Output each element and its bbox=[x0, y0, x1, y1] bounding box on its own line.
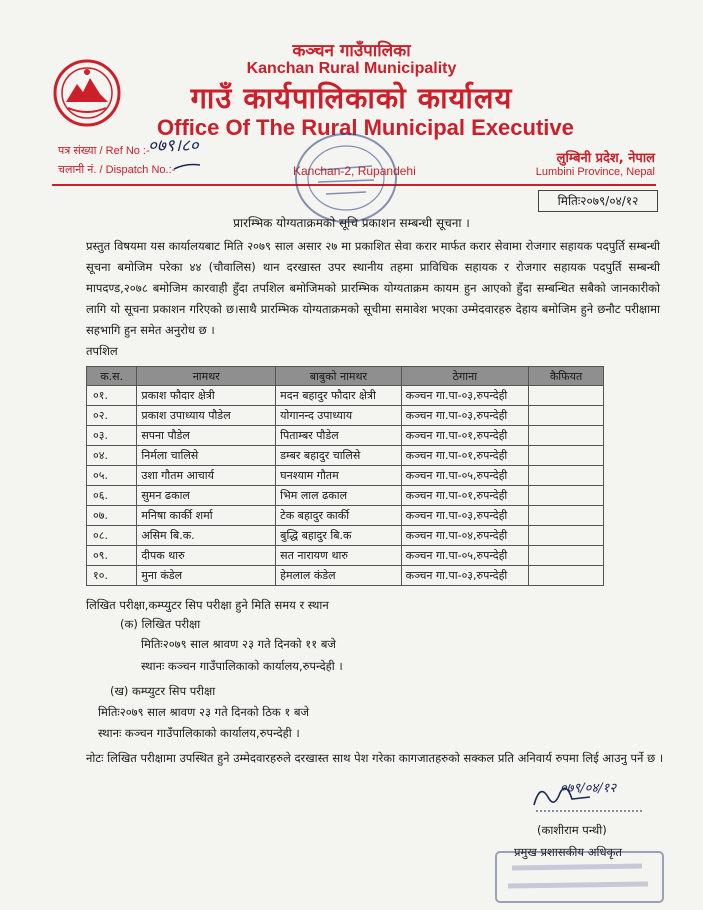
cell-sn: ०१. bbox=[87, 386, 137, 406]
cell-father-name: टेक बहादुर कार्की bbox=[276, 506, 401, 526]
cell-address: कञ्चन गा.पा-०३,रुपन्देही bbox=[401, 406, 529, 426]
cell-name: सपना पौडेल bbox=[137, 426, 276, 446]
col-header-sn: क.स. bbox=[87, 367, 137, 386]
table-row bbox=[87, 466, 604, 486]
cell-address: कञ्चन गा.पा-०५,रुपन्देही bbox=[401, 466, 529, 486]
province-np: लुम्बिनी प्रदेश, नेपाल bbox=[556, 151, 655, 166]
cell-address: कञ्चन गा.पा-०३,रुपन्देही bbox=[401, 506, 529, 526]
cell-address: कञ्चन गा.पा-०१,रुपन्देही bbox=[401, 426, 529, 446]
table-row bbox=[87, 526, 604, 546]
cell-address: कञ्चन गा.पा-०१,रुपन्देही bbox=[401, 446, 529, 466]
cell-father-name: योगानन्द उपाध्याय bbox=[276, 406, 401, 426]
cell-name: असिम बि.क. bbox=[137, 526, 276, 546]
details-label: तपशिल bbox=[86, 344, 118, 358]
table-row bbox=[87, 506, 604, 526]
written-exam-place: स्थानः कञ्चन गाउँपालिकाको कार्यालय,रुपन्देही । bbox=[141, 659, 343, 673]
municipality-name-np: कञ्चन गाउँपालिका bbox=[292, 41, 411, 61]
computer-exam-time: मितिः२०७९ साल श्रावण २३ गते दिनको ठिक १ बजे bbox=[98, 705, 310, 719]
cell-address: कञ्चन गा.पा-०३,रुपन्देही bbox=[401, 566, 529, 586]
cell-name: प्रकाश उपाध्याय पौडेल bbox=[137, 406, 276, 426]
province-en: Lumbini Province, Nepal bbox=[535, 166, 655, 178]
office-address: Kanchan-2, Rupandehi bbox=[293, 164, 416, 178]
cell-remarks bbox=[529, 486, 604, 506]
cell-remarks bbox=[529, 466, 604, 486]
computer-exam-place: स्थानः कञ्चन गाउँपालिकाको कार्यालय,रुपन्देही । bbox=[98, 726, 300, 740]
dispatch-label: चलानी नं. / Dispatch No.:- bbox=[58, 164, 176, 176]
officer-name-stamp bbox=[492, 848, 667, 906]
cell-remarks bbox=[529, 566, 604, 586]
ref-value-handwritten: ०७९।८० bbox=[148, 136, 199, 156]
cell-remarks bbox=[529, 506, 604, 526]
table-row bbox=[87, 426, 604, 446]
cell-sn: १०. bbox=[87, 566, 137, 586]
cell-name: प्रकाश फौदार क्षेत्री bbox=[137, 386, 276, 406]
cell-father-name: सत नारायण थारु bbox=[276, 546, 401, 566]
cell-name: निर्मला चालिसे bbox=[137, 446, 276, 466]
col-header-name: नामथर bbox=[137, 367, 276, 386]
table-row bbox=[87, 486, 604, 506]
cell-remarks bbox=[529, 446, 604, 466]
signer-name: (काशीराम पन्थी) bbox=[537, 823, 607, 837]
cell-remarks bbox=[529, 406, 604, 426]
cell-sn: ०५. bbox=[87, 466, 137, 486]
cell-sn: ०४. bbox=[87, 446, 137, 466]
signature-date: ०७९/०४/१२ bbox=[560, 781, 617, 796]
notice-subject: प्रारम्भिक योग्यताक्रमको सूचि प्रकाशन सम्बन्धी सूचना । bbox=[233, 216, 470, 230]
cell-sn: ०२. bbox=[87, 406, 137, 426]
dispatch-pen-mark bbox=[172, 161, 202, 171]
col-header-father-name: बाबुको नामथर bbox=[276, 367, 401, 386]
cell-remarks bbox=[529, 386, 604, 406]
written-exam-time: मितिः२०७९ साल श्रावण २३ गते दिनको ११ बजे bbox=[141, 637, 336, 651]
office-name-np: गाउँ कार्यपालिकाको कार्यालय bbox=[190, 81, 513, 115]
cell-sn: ०६. bbox=[87, 486, 137, 506]
table-row bbox=[87, 406, 604, 426]
cell-remarks bbox=[529, 546, 604, 566]
signer-title: प्रमुख प्रशासकीय अधिकृत bbox=[514, 845, 622, 859]
cell-sn: ०३. bbox=[87, 426, 137, 446]
cell-name: मुना कंडेल bbox=[137, 566, 276, 586]
cell-sn: ०८. bbox=[87, 526, 137, 546]
cell-sn: ०९. bbox=[87, 546, 137, 566]
cell-father-name: डम्बर बहादुर चालिसे bbox=[276, 446, 401, 466]
cell-address: कञ्चन गा.पा-०३,रुपन्देही bbox=[401, 386, 529, 406]
table-row bbox=[87, 546, 604, 566]
col-header-address: ठेगाना bbox=[401, 367, 529, 386]
col-header-remarks: कैफियत bbox=[529, 367, 604, 386]
written-exam-heading: (क) लिखित परीक्षा bbox=[120, 617, 201, 631]
cell-father-name: घनश्याम गौतम bbox=[276, 466, 401, 486]
document-date: मितिः२०७९/०४/१२ bbox=[538, 190, 658, 212]
cell-address: कञ्चन गा.पा-०४,रुपन्देही bbox=[401, 526, 529, 546]
cell-name: मनिषा कार्की शर्मा bbox=[137, 506, 276, 526]
municipality-name-en: Kanchan Rural Municipality bbox=[246, 60, 457, 77]
cell-father-name: हेमलाल कंडेल bbox=[276, 566, 401, 586]
notice-body: प्रस्तुत विषयमा यस कार्यालयबाट मिति २०७९ साल असार २७ मा प्रकाशित सेवा करार मार्फत करार सेवामा रोजगार सहायक पदपुर्ति सम्बन्धी सूचना बमोजिम परेका ४४ (चौवालिस) थान दरखास्त उपर स्थानीय तहमा प्राविधिक सहायक र रोजगार सहायक पदपुर्ति सम्बन्धी मापदण्ड,२०७८ बमोजिम कारवाही हुँदा तपशिल बमोजिमको प्रारम्भिक योग्यताक्रम कायम हुन आएको हुँदा सम्बन्धित सबैको जानकारीको लागि यो सूचना प्रकाशन गरिएको छ।साथै प्रारम्भिक योग्यताक्रमको सूचीमा समावेश भएका उम्मेदवारहरु देहाय बमोजिम हुने छनौट परीक्षामा सहभागि हुन समेत अनुरोध छ । bbox=[86, 239, 660, 337]
cell-father-name: बुद्धि बहादुर बि.क bbox=[276, 526, 401, 546]
note-text: नोटः लिखित परीक्षामा उपस्थित हुने उम्मेदवारहरुले दरखास्त साथ पेश गरेका कागजातहरुको सक्कल प्रति अनिवार्य रुपमा लिई आउनु पर्ने छ । bbox=[86, 751, 664, 765]
candidate-table bbox=[86, 366, 604, 586]
cell-father-name: भिम लाल ढकाल bbox=[276, 486, 401, 506]
cell-address: कञ्चन गा.पा-०५,रुपन्देही bbox=[401, 546, 529, 566]
cell-name: दीपक थारु bbox=[137, 546, 276, 566]
cell-father-name: मदन बहादुर फौदार क्षेत्री bbox=[276, 386, 401, 406]
cell-father-name: पिताम्बर पौडेल bbox=[276, 426, 401, 446]
table-row bbox=[87, 446, 604, 466]
exam-schedule-heading: लिखित परीक्षा,कम्प्युटर सिप परीक्षा हुने मिति समय र स्थान bbox=[86, 598, 329, 612]
cell-name: सुमन ढकाल bbox=[137, 486, 276, 506]
table-header-row bbox=[87, 367, 604, 386]
computer-exam-heading: (ख) कम्प्युटर सिप परीक्षा bbox=[110, 684, 216, 698]
office-seal-stamp bbox=[290, 128, 402, 228]
table-row bbox=[87, 566, 604, 586]
ref-label: पत्र संख्या / Ref No :- bbox=[58, 145, 150, 157]
cell-address: कञ्चन गा.पा-०१,रुपन्देही bbox=[401, 486, 529, 506]
table-row bbox=[87, 386, 604, 406]
cell-sn: ०७. bbox=[87, 506, 137, 526]
cell-remarks bbox=[529, 526, 604, 546]
office-name-en: Office Of The Rural Municipal Executive bbox=[157, 115, 574, 140]
cell-name: उशा गौतम आचार्य bbox=[137, 466, 276, 486]
cell-remarks bbox=[529, 426, 604, 446]
